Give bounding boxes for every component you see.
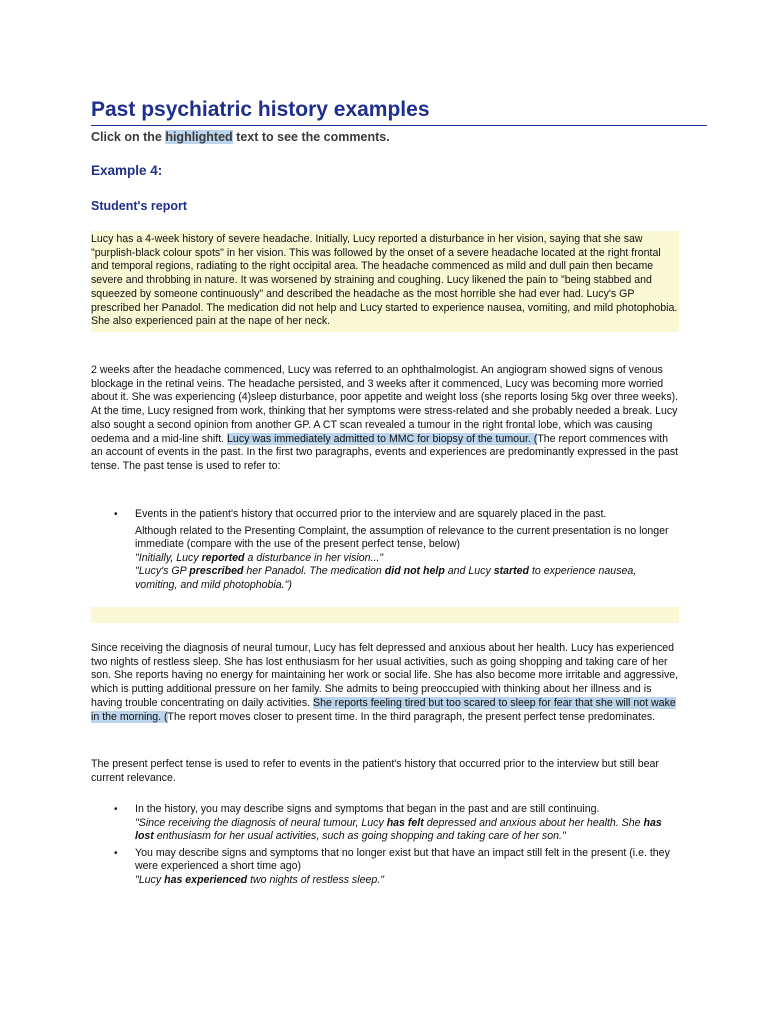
quote-part: "Lucy's GP — [135, 565, 190, 577]
paragraph-4: The present perfect tense is used to refer to events in the patient's history that occurred prior to the interview but still bear current relevance. — [91, 758, 659, 784]
bullet-subtext: Although related to the Presenting Complaint, the assumption of relevance to the current presentation is no longer immediate (compare with the use of the present perfect tense, below) — [135, 524, 669, 550]
bullet-icon: • — [114, 509, 118, 520]
paragraph-3-highlight[interactable]: She reports feeling tired but too scared to sleep for fear that she will not wake in the morning. ( — [91, 696, 676, 723]
paragraph-1: Lucy has a 4-week history of severe headache. Initially, Lucy reported a disturbance in her vision, saying that she saw "purplish-black colour spots" in her vision. This was followed by the onset of a severe headache located at the right frontal and temporal regions, radiating to the right occipital area. The headache commenced as mild and dull pain then became severe and throbbing in nature. It was worsened by straining and coughing. Lucy likened the pain to "being stabbed and squeezed by someone continuously" and described the headache as the most horrible she had ever had. Lucy's GP prescribed her Panadol. The medication did not help and Lucy started to experience nausea, vomiting, and mild photophobia. She also experienced pain at the nape of her neck. — [91, 231, 679, 332]
list-item — [110, 803, 680, 844]
quote-part: and Lucy — [444, 565, 494, 577]
quote-part: "Initially, Lucy — [135, 551, 202, 564]
quote-bold: has felt — [386, 816, 424, 829]
page-title: Past psychiatric history examples — [91, 97, 707, 126]
quote-line — [135, 874, 680, 888]
example-heading: Example 4: — [91, 163, 163, 178]
quote-bold: has experienced — [164, 873, 248, 886]
instruction-before: Click on the — [91, 130, 166, 144]
paragraph-3-text: Since receiving the diagnosis of neural tumour, Lucy has felt depressed and anxious about her health. Lucy has experienced two nights of restless sleep. She has lost enthusiasm for her usual activities, such as going shopping and taking care of her son. She reports having no energy for maintaining her work or social life. She has also become more irritable and aggressive, which is putting additional pressure on her family. She admits to being preoccupied with thinking about her illness and is having trouble concentrating on daily activities. — [91, 642, 679, 709]
instruction-highlight[interactable]: highlighted — [165, 130, 233, 144]
quote-part: a disturbance in her vision..." — [244, 551, 384, 564]
quote-part: depressed and anxious about her health. She — [423, 816, 644, 829]
bullet-text: In the history, you may describe signs and symptoms that began in the past and are still continuing. — [135, 803, 600, 815]
present-perfect-bullet-list — [110, 803, 680, 890]
quote-part: "Lucy — [135, 873, 165, 886]
instruction-after: text to see the comments. — [232, 130, 390, 144]
instruction-text — [91, 128, 390, 146]
list-item — [110, 847, 680, 888]
bullet-icon: • — [114, 847, 118, 859]
quote-part: enthusiasm for her usual activities, such as going shopping and taking care of her son." — [153, 830, 566, 842]
list-item — [110, 508, 680, 592]
paragraph-2 — [91, 364, 679, 474]
quote-bold: started — [493, 565, 530, 577]
quote-part: "Since receiving the diagnosis of neural tumour, Lucy — [135, 816, 387, 829]
quote-line-2 — [135, 565, 680, 592]
paragraph-3-comment: The report moves closer to present time. In the third paragraph, the present perfect tense predominates. — [167, 710, 656, 723]
quote-line-1 — [135, 552, 680, 566]
bullet-text: You may describe signs and symptoms that no longer exist but that have an impact still felt in the present (i.e. they were experienced a short time ago) — [135, 846, 670, 872]
highlight-band — [91, 607, 679, 623]
student-report-heading: Student's report — [91, 199, 188, 213]
quote-bold: did not help — [384, 565, 445, 577]
quote-line — [135, 817, 680, 844]
quote-part: to experience nausea, vomiting, and mild photophobia.") — [135, 565, 637, 591]
quote-bold: reported — [201, 551, 245, 564]
quote-part: her Panadol. The medication — [243, 565, 385, 577]
past-tense-bullet-list — [110, 508, 680, 595]
quote-part: two nights of restless sleep." — [247, 873, 384, 886]
bullet-text: Events in the patient's history that occurred prior to the interview and are squarely placed in the past. — [135, 508, 607, 520]
paragraph-2-text: 2 weeks after the headache commenced, Lucy was referred to an ophthalmologist. An angiogram showed signs of venous blockage in the retinal veins. The headache persisted, and 3 weeks after it commenced, Lucy was becoming more worried about it. She was experiencing (4)sleep disturbance, poor appetite and weight loss (she reports losing 5kg over three weeks). At the time, Lucy resigned from work, thinking that her symptoms were stress-related and she probably needed a break. Lucy also sought a second opinion from another GP. A CT scan revealed a tumour in the right frontal lobe, which was causing oedema and a mid-line shift. — [91, 364, 679, 445]
paragraph-2-comment: The report commences with an account of events in the past. In the first two paragraphs, events and experiences are predominantly expressed in the past tense. The past tense is used to refer to: — [91, 432, 679, 472]
quote-bold: has lost — [135, 816, 662, 842]
quote-bold: prescribed — [189, 565, 244, 577]
paragraph-2-highlight[interactable]: Lucy was immediately admitted to MMC for biopsy of the tumour. ( — [227, 432, 538, 445]
paragraph-3 — [91, 642, 679, 724]
bullet-icon: • — [114, 804, 118, 815]
